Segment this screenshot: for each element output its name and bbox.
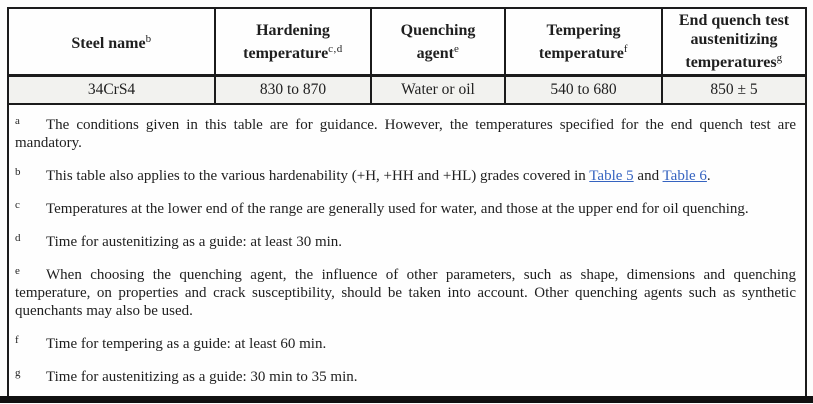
hardening-temperature-cell: 830 to 870 xyxy=(215,76,371,104)
header-label: Hardening temperature xyxy=(243,21,330,62)
footnote-ref-f: f xyxy=(623,42,629,55)
table-6-link[interactable]: Table 6 xyxy=(662,167,707,184)
footnote-text: The conditions given in this table are for guidance. However, the temperatures specified for the end quench test are mandatory. xyxy=(15,116,796,151)
header-cell-hardening-temperature xyxy=(215,9,371,76)
footnote-d xyxy=(15,229,796,251)
header-cell-tempering-temperature xyxy=(505,9,662,76)
footnote-marker: e xyxy=(15,264,20,277)
header-cell-quenching-agent xyxy=(371,9,505,76)
footnote-text: When choosing the quenching agent, the influence of other parameters, such as shape, dimensions and quenching temperature, on properties and crack susceptibility, should be taken into account. Other quenching agents such as synthetic quenchants may also be used. xyxy=(15,266,796,319)
footnote-text: Time for austenitizing as a guide: at least 30 min. xyxy=(46,233,343,250)
footnote-text: and xyxy=(633,167,663,184)
footnote-text: Temperatures at the lower end of the range are generally used for water, and those at the upper end for oil quenching. xyxy=(46,200,749,217)
footnote-text: This table also applies to the various hardenability (+H, +HH and +HL) grades covered in xyxy=(46,167,590,184)
footnote-b xyxy=(15,163,796,185)
footnote-ref-e: e xyxy=(453,42,460,55)
header-cell-end-quench xyxy=(662,9,805,76)
footnote-marker: g xyxy=(15,366,21,379)
table-frame xyxy=(7,7,807,398)
table-row xyxy=(9,76,805,104)
footnote-marker: b xyxy=(15,165,21,178)
header-label: Quenching agent xyxy=(400,21,476,62)
table-5-link[interactable]: Table 5 xyxy=(589,167,634,184)
steel-spec-table xyxy=(9,9,805,105)
footnote-marker: d xyxy=(15,231,21,244)
header-label: Tempering temperature xyxy=(538,21,624,62)
footnotes-section xyxy=(9,105,805,386)
tempering-temperature-cell: 540 to 680 xyxy=(505,76,662,104)
footnote-g xyxy=(15,364,796,386)
footnote-c xyxy=(15,196,796,218)
footnote-text: . xyxy=(706,167,711,184)
header-label: End quench test austenitizing temperatures xyxy=(678,12,790,71)
footnote-marker: a xyxy=(15,114,20,127)
header-label: Steel name xyxy=(71,35,146,52)
footnote-text: Time for austenitizing as a guide: 30 min to 35 min. xyxy=(46,368,358,385)
footnote-f xyxy=(15,331,796,353)
footnote-marker: c xyxy=(15,198,20,211)
steel-name-cell: 34CrS4 xyxy=(9,76,215,104)
header-cell-steel-name xyxy=(9,9,215,76)
footnote-marker: f xyxy=(15,333,19,346)
quenching-agent-cell: Water or oil xyxy=(371,76,505,104)
figure-bottom-rule xyxy=(0,396,813,403)
footnote-ref-cd: c,d xyxy=(328,42,343,55)
footnote-ref-b: b xyxy=(145,33,152,45)
footnote-text: Time for tempering as a guide: at least 60 min. xyxy=(46,335,327,352)
end-quench-cell: 850 ± 5 xyxy=(662,76,805,104)
header-row xyxy=(9,9,805,76)
footnote-a xyxy=(15,112,796,152)
footnote-e xyxy=(15,262,796,320)
footnote-ref-g: g xyxy=(776,52,783,64)
